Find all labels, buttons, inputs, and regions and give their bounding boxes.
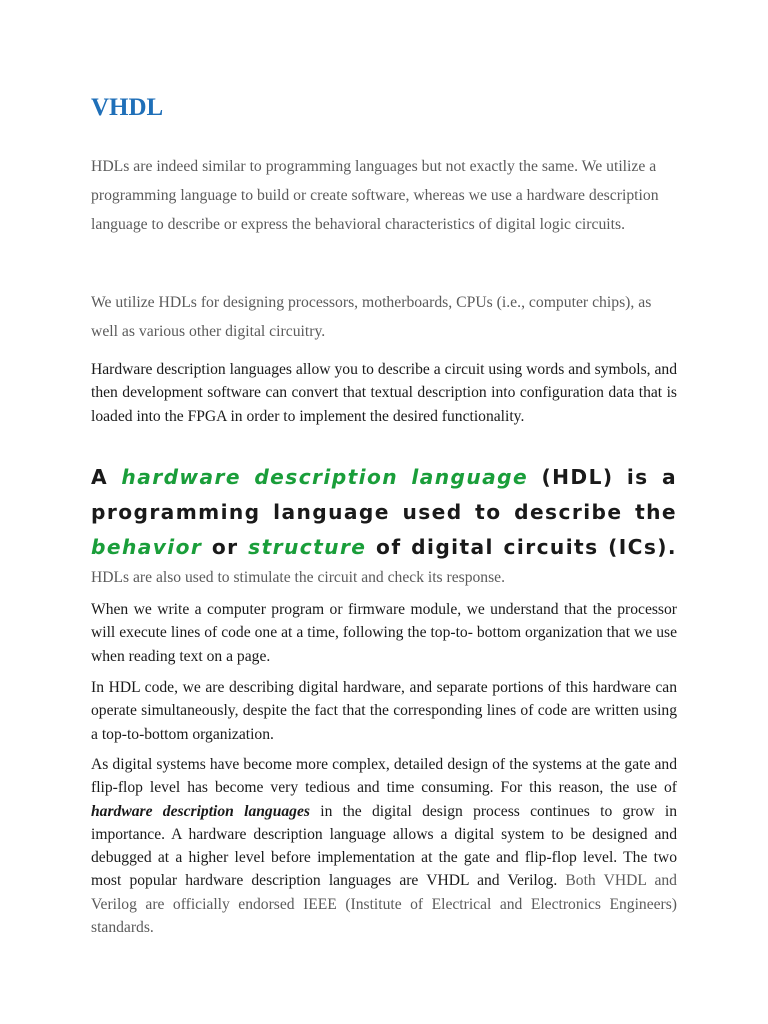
highlight-term: hardware description language xyxy=(121,465,529,489)
highlight-or: or xyxy=(202,535,249,559)
paragraph-sequential: When we write a computer program or firmware module, we understand that the processor will execute lines of code one at a time, following the top-to- bottom organization that we use when reading text on a page. xyxy=(91,601,677,665)
complexity-bold-term: hardware description languages xyxy=(91,802,310,820)
page-title: VHDL xyxy=(91,94,164,121)
complexity-middle: in the digital design process continues to grow in importance. A hardware description language allows a digital system to be designed and debugged at a higher level before implementation at the gate and flip-flop level. The two most popular hardware description languages are VHDL and Verilog. xyxy=(91,802,677,890)
highlight-structure: structure xyxy=(248,535,367,559)
paragraph-parallel: In HDL code, we are describing digital hardware, and separate portions of this hardware can operate simultaneously, despite the fact that the corresponding lines of code are written using a top-to-bottom organization. xyxy=(91,679,677,743)
paragraph-hdl-vs-programming: HDLs are indeed similar to programming languages but not exactly the same. We utilize a programming language to build or create software, whereas we use a hardware description language to describe or express the behavioral characteristics of digital logic circuits. xyxy=(91,158,659,233)
highlight-middle: (HDL) is a programming language used to describe the xyxy=(91,465,677,524)
highlight-article: A xyxy=(91,465,122,489)
paragraph-hdl-description: Hardware description languages allow you to describe a circuit using words and symbols, and then development software can convert that textual description into configuration data that is loaded into the FPGA in order to implement the desired functionality. xyxy=(91,361,677,425)
paragraph-complexity xyxy=(91,753,677,939)
highlight-behavior: behavior xyxy=(91,535,203,559)
paragraph-stimulate: HDLs are also used to stimulate the circuit and check its response. xyxy=(91,569,505,586)
complexity-start: As digital systems have become more complex, detailed design of the systems at the gate and flip-flop level has become very tedious and time consuming. For this reason, the use of xyxy=(91,756,677,797)
highlight-end: of digital circuits (ICs). xyxy=(366,535,677,559)
complexity-tail: Both VHDL and Verilog are officially endorsed IEEE (Institute of Electrical and Electronics Engineers) standards. xyxy=(91,872,677,937)
highlight-definition xyxy=(91,460,677,565)
paragraph-hdl-uses: We utilize HDLs for designing processors, motherboards, CPUs (i.e., computer chips), as well as various other digital circuitry. xyxy=(91,294,652,340)
